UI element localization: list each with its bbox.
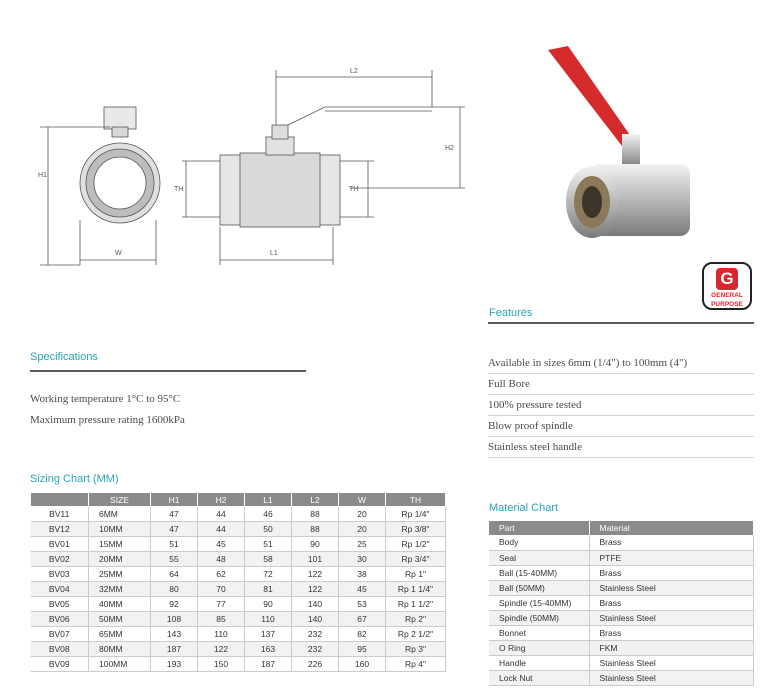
feature-item: Available in sizes 6mm (1/4") to 100mm (4") — [488, 353, 754, 374]
sizing-cell: 53 — [339, 597, 386, 612]
dim-label-h2: H2 — [445, 145, 454, 152]
sizing-col-size: SIZE — [89, 493, 151, 507]
sizing-cell: 232 — [292, 627, 339, 642]
sizing-cell: 30 — [339, 552, 386, 567]
material-col-material: Material — [589, 521, 754, 535]
sizing-chart-title: Sizing Chart (MM) — [30, 473, 119, 485]
sizing-cell: 44 — [198, 507, 245, 522]
material-cell: Spindle (50MM) — [489, 610, 589, 625]
sizing-cell: 70 — [198, 582, 245, 597]
sizing-col-h2: H2 — [198, 493, 245, 507]
sizing-row — [31, 522, 446, 537]
sizing-col-l1: L1 — [245, 493, 292, 507]
technical-drawing — [20, 55, 470, 275]
sizing-cell: 226 — [292, 657, 339, 672]
sizing-cell: 187 — [245, 657, 292, 672]
material-cell: Ball (15-40MM) — [489, 565, 589, 580]
sizing-cell: Rp 4" — [386, 657, 446, 672]
material-row — [489, 640, 754, 655]
material-cell: Brass — [589, 535, 754, 550]
sizing-cell: 88 — [292, 522, 339, 537]
material-row — [489, 610, 754, 625]
sizing-cell: BV06 — [31, 612, 89, 627]
sizing-cell: 64 — [151, 567, 198, 582]
sizing-header-row — [31, 493, 446, 507]
material-row — [489, 595, 754, 610]
sizing-row — [31, 627, 446, 642]
sizing-cell: 48 — [198, 552, 245, 567]
sizing-row — [31, 507, 446, 522]
sizing-cell: 67 — [339, 612, 386, 627]
dim-label-l1: L1 — [270, 250, 278, 257]
sizing-cell: Rp 1 1/4" — [386, 582, 446, 597]
sizing-cell: 92 — [151, 597, 198, 612]
sizing-col-h1: H1 — [151, 493, 198, 507]
sizing-cell: 65MM — [89, 627, 151, 642]
material-cell: PTFE — [589, 550, 754, 565]
badge-letter: G — [716, 268, 738, 290]
sizing-cell: 88 — [292, 507, 339, 522]
sizing-cell: 95 — [339, 642, 386, 657]
sizing-cell: 143 — [151, 627, 198, 642]
badge-line2: PURPOSE — [711, 301, 743, 308]
sizing-cell: Rp 1/4" — [386, 507, 446, 522]
sizing-cell: 20 — [339, 522, 386, 537]
sizing-cell: BV05 — [31, 597, 89, 612]
sizing-cell: 47 — [151, 522, 198, 537]
general-purpose-badge — [702, 262, 752, 310]
sizing-cell: 32MM — [89, 582, 151, 597]
material-cell: Body — [489, 535, 589, 550]
sizing-row — [31, 567, 446, 582]
sizing-cell: Rp 3" — [386, 642, 446, 657]
sizing-cell: Rp 3/8" — [386, 522, 446, 537]
material-cell: FKM — [589, 640, 754, 655]
sizing-cell: BV11 — [31, 507, 89, 522]
sizing-cell: Rp 3/4" — [386, 552, 446, 567]
material-row — [489, 625, 754, 640]
sizing-cell: 122 — [292, 582, 339, 597]
sizing-cell: BV04 — [31, 582, 89, 597]
sizing-cell: 108 — [151, 612, 198, 627]
dim-label-th-right: TH — [349, 186, 359, 193]
material-cell: Stainless Steel — [589, 670, 754, 685]
sizing-cell: 45 — [198, 537, 245, 552]
sizing-cell: 15MM — [89, 537, 151, 552]
sizing-cell: 101 — [292, 552, 339, 567]
material-cell: Spindle (15-40MM) — [489, 595, 589, 610]
sizing-col-th: TH — [386, 493, 446, 507]
material-cell: Handle — [489, 655, 589, 670]
material-row — [489, 655, 754, 670]
material-row — [489, 550, 754, 565]
sizing-cell: 140 — [292, 597, 339, 612]
sizing-cell: 122 — [198, 642, 245, 657]
sizing-cell: 46 — [245, 507, 292, 522]
sizing-cell: 90 — [292, 537, 339, 552]
sizing-cell: 47 — [151, 507, 198, 522]
spec-item: Working temperature 1°C to 95°C — [30, 393, 181, 405]
material-row — [489, 535, 754, 550]
sizing-cell: 44 — [198, 522, 245, 537]
sizing-cell: 82 — [339, 627, 386, 642]
sizing-cell: 187 — [151, 642, 198, 657]
sizing-cell: 51 — [151, 537, 198, 552]
material-cell: Stainless Steel — [589, 610, 754, 625]
specifications-rule — [30, 370, 306, 372]
sizing-cell: 193 — [151, 657, 198, 672]
material-cell: Seal — [489, 550, 589, 565]
material-header-row — [489, 521, 754, 535]
sizing-cell: 150 — [198, 657, 245, 672]
sizing-col-code — [31, 493, 89, 507]
spec-item: Maximum pressure rating 1600kPa — [30, 414, 185, 426]
sizing-cell: 10MM — [89, 522, 151, 537]
feature-item: Full Bore — [488, 374, 754, 395]
sizing-cell: 58 — [245, 552, 292, 567]
material-cell: Brass — [589, 625, 754, 640]
sizing-cell: 137 — [245, 627, 292, 642]
sizing-cell: 50MM — [89, 612, 151, 627]
sizing-cell: 140 — [292, 612, 339, 627]
material-chart-title: Material Chart — [489, 502, 559, 514]
sizing-cell: Rp 2" — [386, 612, 446, 627]
sizing-cell: 45 — [339, 582, 386, 597]
sizing-row — [31, 642, 446, 657]
material-row — [489, 670, 754, 685]
material-cell: Stainless Steel — [589, 580, 754, 595]
sizing-cell: 81 — [245, 582, 292, 597]
material-cell: Stainless Steel — [589, 655, 754, 670]
feature-item: Blow proof spindle — [488, 416, 754, 437]
sizing-cell: 38 — [339, 567, 386, 582]
sizing-cell: 80MM — [89, 642, 151, 657]
sizing-cell: 25 — [339, 537, 386, 552]
feature-item: Stainless steel handle — [488, 437, 754, 458]
sizing-row — [31, 537, 446, 552]
sizing-cell: 51 — [245, 537, 292, 552]
dim-label-th-left: TH — [174, 186, 184, 193]
dim-label-l2: L2 — [350, 68, 358, 75]
sizing-cell: 25MM — [89, 567, 151, 582]
sizing-cell: BV08 — [31, 642, 89, 657]
sizing-cell: 85 — [198, 612, 245, 627]
sizing-cell: 160 — [339, 657, 386, 672]
features-rule — [488, 322, 754, 324]
sizing-cell: Rp 1 1/2" — [386, 597, 446, 612]
sizing-cell: BV09 — [31, 657, 89, 672]
sizing-cell: 55 — [151, 552, 198, 567]
material-row — [489, 565, 754, 580]
sizing-cell: 62 — [198, 567, 245, 582]
badge-line1: GENERAL — [711, 292, 743, 299]
material-cell: Brass — [589, 595, 754, 610]
sizing-cell: BV12 — [31, 522, 89, 537]
sizing-cell: BV03 — [31, 567, 89, 582]
sizing-cell: BV01 — [31, 537, 89, 552]
features-title: Features — [489, 307, 533, 319]
specifications-title: Specifications — [30, 351, 98, 363]
sizing-chart-table — [30, 492, 446, 672]
sizing-cell: 122 — [292, 567, 339, 582]
sizing-cell: 110 — [245, 612, 292, 627]
sizing-row — [31, 657, 446, 672]
dim-label-h1: H1 — [38, 172, 47, 179]
ball-valve-photo — [540, 42, 715, 262]
sizing-cell: 232 — [292, 642, 339, 657]
material-cell: Brass — [589, 565, 754, 580]
material-col-part: Part — [489, 521, 589, 535]
sizing-cell: 80 — [151, 582, 198, 597]
material-chart-table — [489, 521, 754, 686]
material-cell: O Ring — [489, 640, 589, 655]
sizing-row — [31, 612, 446, 627]
material-cell: Ball (50MM) — [489, 580, 589, 595]
sizing-row — [31, 597, 446, 612]
sizing-cell: BV07 — [31, 627, 89, 642]
sizing-row — [31, 552, 446, 567]
sizing-cell: BV02 — [31, 552, 89, 567]
sizing-col-l2: L2 — [292, 493, 339, 507]
sizing-cell: Rp 1/2" — [386, 537, 446, 552]
sizing-cell: 50 — [245, 522, 292, 537]
sizing-col-w: W — [339, 493, 386, 507]
sizing-cell: 6MM — [89, 507, 151, 522]
sizing-cell: Rp 2 1/2" — [386, 627, 446, 642]
sizing-row — [31, 582, 446, 597]
sizing-cell: 77 — [198, 597, 245, 612]
material-cell: Bonnet — [489, 625, 589, 640]
sizing-cell: 20MM — [89, 552, 151, 567]
sizing-cell: 110 — [198, 627, 245, 642]
sizing-cell: 20 — [339, 507, 386, 522]
sizing-cell: 72 — [245, 567, 292, 582]
feature-item: 100% pressure tested — [488, 395, 754, 416]
sizing-cell: Rp 1" — [386, 567, 446, 582]
dim-label-w: W — [115, 250, 122, 257]
material-cell: Lock Nut — [489, 670, 589, 685]
sizing-cell: 40MM — [89, 597, 151, 612]
material-row — [489, 580, 754, 595]
sizing-cell: 100MM — [89, 657, 151, 672]
sizing-cell: 90 — [245, 597, 292, 612]
sizing-cell: 163 — [245, 642, 292, 657]
